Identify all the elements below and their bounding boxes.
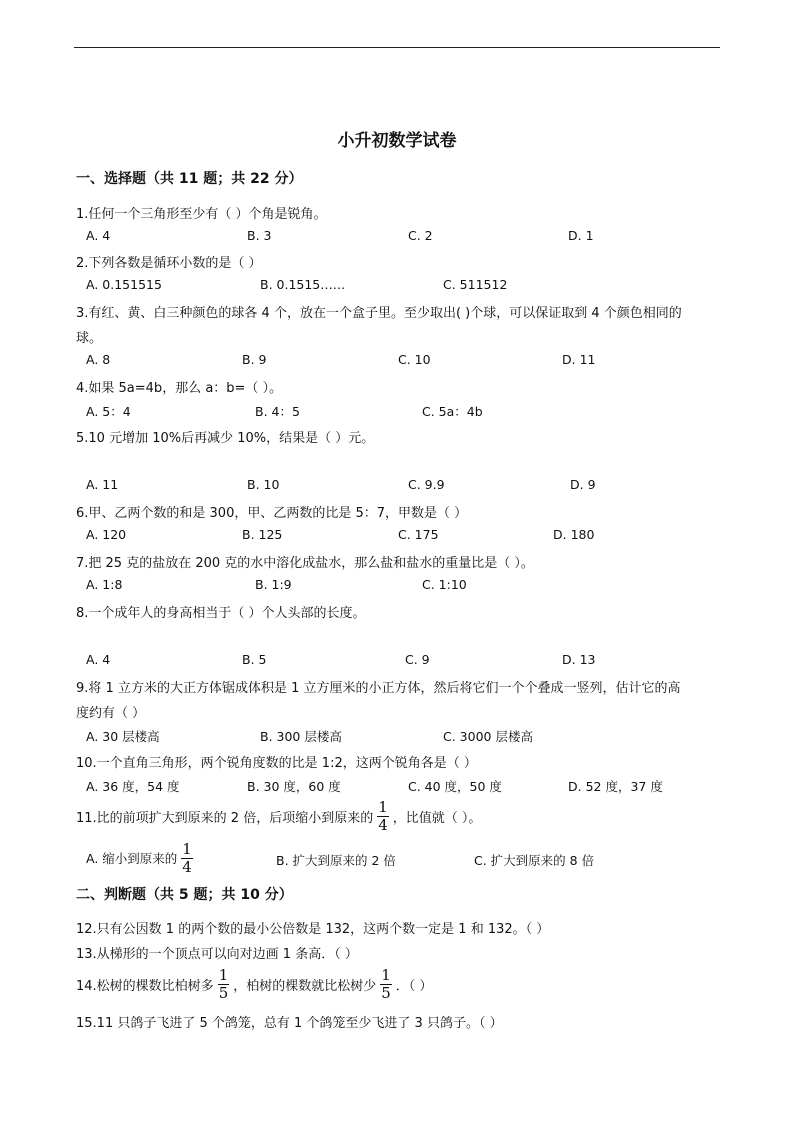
question-14-middle: ，柏树的棵数就比松树少 <box>233 978 377 994</box>
question-15: 15.11 只鸽子飞进了 5 个鸽笼，总有 1 个鸽笼至少飞进了 3 只鸽子。（ ） <box>76 1016 503 1031</box>
fraction-denominator: 4 <box>182 857 192 876</box>
question-14-text: 14.松树的棵数比柏树多 <box>76 978 214 994</box>
fraction-numerator: 1 <box>381 965 391 984</box>
question-8: 8.一个成年人的身高相当于（ ）个人头部的长度。 <box>76 606 366 621</box>
option-1b: B. 3 <box>247 228 272 243</box>
option-5d: D. 9 <box>570 477 596 492</box>
fraction-numerator: 1 <box>218 965 229 984</box>
option-5a: A. 11 <box>86 477 119 492</box>
question-11-text: 11.比的前项扩大到原来的 2 倍，后项缩小到原来的 <box>76 810 374 826</box>
option-3b: B. 9 <box>242 352 267 367</box>
fraction-one-fifth <box>380 965 392 1002</box>
option-4b: B. 4：5 <box>255 404 300 419</box>
option-4c: C. 5a：4b <box>422 404 483 419</box>
option-6d: D. 180 <box>553 527 595 542</box>
option-1c: C. 2 <box>408 228 433 243</box>
question-3-cont: 球。 <box>76 331 103 346</box>
fraction-numerator: 1 <box>378 797 388 816</box>
option-9b: B. 300 层楼高 <box>260 729 342 744</box>
fraction-denominator: 4 <box>378 815 388 834</box>
option-6a: A. 120 <box>86 527 127 542</box>
question-11 <box>76 796 481 836</box>
question-2: 2.下列各数是循环小数的是（ ） <box>76 256 262 271</box>
fraction-one-quarter <box>377 797 389 834</box>
fraction-numerator: 1 <box>182 839 192 858</box>
question-12: 12.只有公因数 1 的两个数的最小公倍数是 132，这两个数一定是 1 和 132。（ ） <box>76 922 550 937</box>
fraction-one-fifth <box>218 965 230 1002</box>
fraction-one-quarter <box>181 839 193 876</box>
question-11-tail: ，比值就（ ）。 <box>392 810 482 826</box>
option-11b: B. 扩大到原来的 2 倍 <box>276 853 396 868</box>
option-3d: D. 11 <box>562 352 596 367</box>
option-1d: D. 1 <box>568 228 594 243</box>
option-7b: B. 1:9 <box>255 577 292 592</box>
option-5c: C. 9.9 <box>408 477 445 492</box>
question-6: 6.甲、乙两个数的和是 300，甲、乙两数的比是 5：7，甲数是（ ） <box>76 506 468 521</box>
option-7a: A. 1:8 <box>86 577 123 592</box>
question-4: 4.如果 5a=4b，那么 a：b=（ ）。 <box>76 381 283 396</box>
question-1: 1.任何一个三角形至少有（ ）个角是锐角。 <box>76 207 327 222</box>
question-5: 5.10 元增加 10%后再减少 10%，结果是（ ）元。 <box>76 431 375 446</box>
option-8d: D. 13 <box>562 652 596 667</box>
option-2b: B. 0.1515…… <box>260 277 346 292</box>
header-rule <box>74 47 720 48</box>
question-14-tail: ．（ ） <box>395 978 433 994</box>
option-4a: A. 5：4 <box>86 404 131 419</box>
option-10b: B. 30 度，60 度 <box>247 779 341 794</box>
question-3: 3.有红、黄、白三种颜色的球各 4 个，放在一个盒子里。至少取出( )个球，可以保证取到 4 个颜色相同的 <box>76 306 682 321</box>
option-7c: C. 1:10 <box>422 577 467 592</box>
question-9: 9.将 1 立方米的大正方体锯成体积是 1 立方厘米的小正方体，然后将它们一个个叠成一竖列，估计它的高 <box>76 681 681 696</box>
option-11a <box>86 838 197 878</box>
fraction-denominator: 5 <box>218 983 229 1002</box>
option-10c: C. 40 度，50 度 <box>408 779 502 794</box>
option-8b: B. 5 <box>242 652 267 667</box>
question-7: 7.把 25 克的盐放在 200 克的水中溶化成盐水，那么盐和盐水的重量比是（ ）。 <box>76 556 534 571</box>
option-8c: C. 9 <box>405 652 430 667</box>
option-2c: C. 511512 <box>443 277 508 292</box>
option-6c: C. 175 <box>398 527 439 542</box>
question-9-cont: 度约有（ ） <box>76 706 146 721</box>
option-11c: C. 扩大到原来的 8 倍 <box>474 853 595 868</box>
page-title: 小升初数学试卷 <box>337 131 457 151</box>
option-3c: C. 10 <box>398 352 431 367</box>
question-14 <box>76 964 432 1004</box>
section-heading-choice: 一、选择题（共 11 题；共 22 分） <box>76 171 303 187</box>
option-6b: B. 125 <box>242 527 283 542</box>
option-11a-text: A. 缩小到原来的 <box>86 851 178 866</box>
option-9c: C. 3000 层楼高 <box>443 729 533 744</box>
option-1a: A. 4 <box>86 228 111 243</box>
option-10d: D. 52 度，37 度 <box>568 779 663 794</box>
option-2a: A. 0.151515 <box>86 277 162 292</box>
option-9a: A. 30 层楼高 <box>86 729 160 744</box>
question-10: 10.一个直角三角形，两个锐角度数的比是 1:2，这两个锐角各是（ ） <box>76 756 477 771</box>
option-8a: A. 4 <box>86 652 111 667</box>
section-heading-judgement: 二、判断题（共 5 题；共 10 分） <box>76 887 293 903</box>
option-5b: B. 10 <box>247 477 280 492</box>
question-13: 13.从梯形的一个顶点可以向对边画 1 条高．（ ） <box>76 947 358 962</box>
option-3a: A. 8 <box>86 352 111 367</box>
option-10a: A. 36 度，54 度 <box>86 779 180 794</box>
fraction-denominator: 5 <box>381 983 391 1002</box>
